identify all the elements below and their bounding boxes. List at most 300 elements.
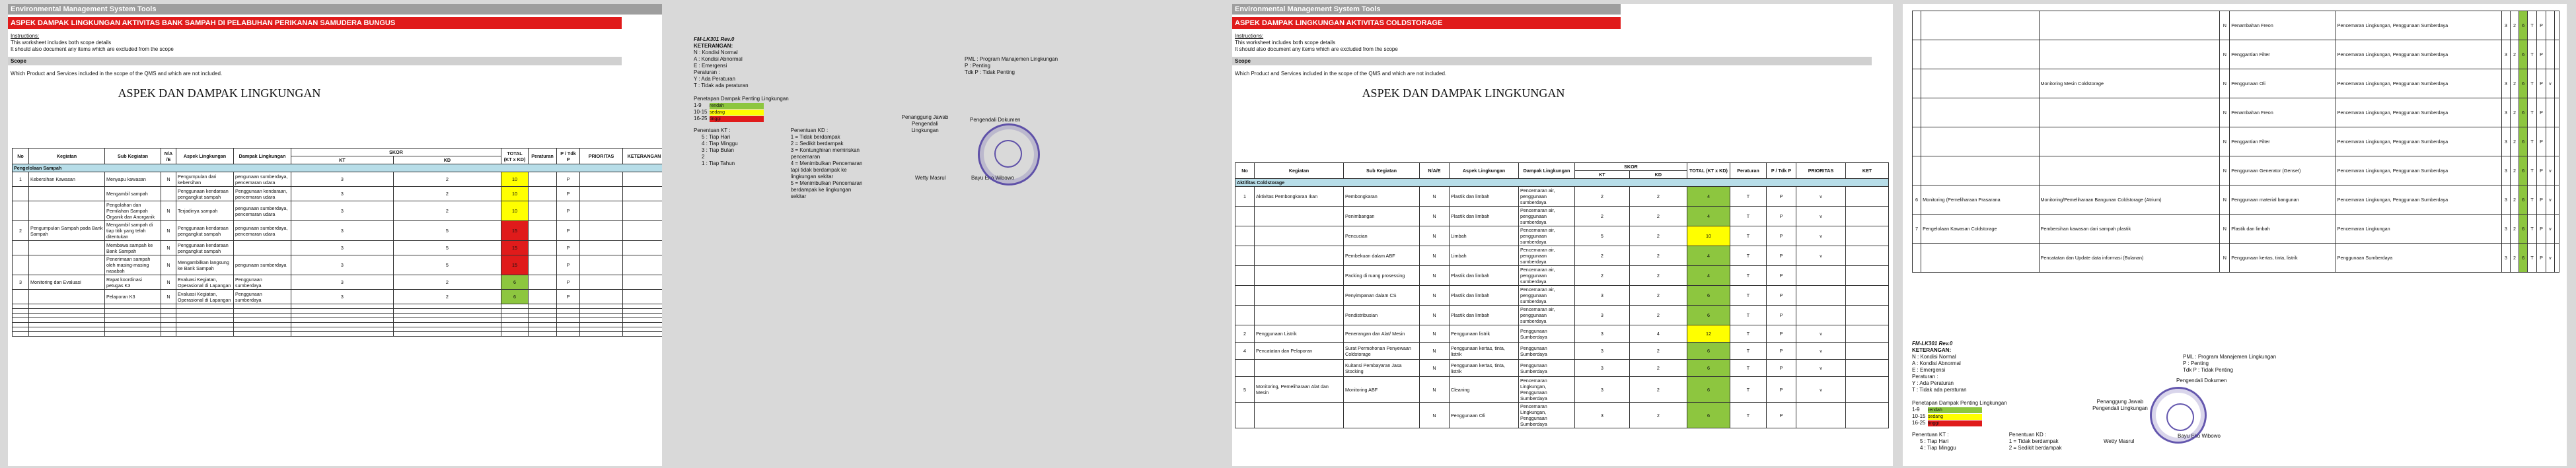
cell-tot: 15: [501, 241, 529, 255]
cell-aspek: Limbah: [1450, 246, 1519, 266]
scope-heading: Scope: [1232, 57, 1872, 65]
cell-pr: [580, 201, 623, 221]
kt-heading: Penentuan KT :: [1912, 432, 1949, 438]
cell-reg: T: [1730, 266, 1767, 286]
cell-reg: T: [1730, 286, 1767, 306]
empty-cell: [501, 318, 529, 323]
empty-cell: [234, 304, 291, 309]
cell-no: 7: [1913, 215, 1921, 244]
cell-p: P: [2536, 11, 2546, 40]
cell-ket: [1846, 325, 1889, 343]
cell-kt: 3: [291, 255, 394, 275]
empty-cell: [580, 318, 623, 323]
cell-kd: 2: [1629, 286, 1687, 306]
empty-cell: [13, 323, 29, 327]
pd-name: Bayu Eko Wibowo: [2178, 433, 2221, 439]
level-range: 1-9: [1912, 407, 1920, 413]
cell-reg: T: [1730, 306, 1767, 325]
cell-keg: [1255, 360, 1344, 377]
empty-cell: [29, 314, 105, 318]
table-row: [1235, 377, 1889, 403]
empty-cell: [393, 332, 501, 337]
cell-p: P: [557, 187, 580, 201]
empty-row: [13, 314, 663, 318]
cell-dampak: Pencemaran air, penggunaan sumberdaya: [1519, 187, 1575, 207]
cell-sub: Pembersihan kawasan dari sampah plastik: [2039, 215, 2220, 244]
legend-item: P : Penting: [965, 63, 990, 69]
col-header: Aspek Lingkungan: [1450, 163, 1519, 179]
cell-dampak: Pencemaran air, penggunaan sumberdaya: [1519, 207, 1575, 226]
cell-sub: [2039, 127, 2220, 156]
cell-kd: 2: [393, 275, 501, 290]
kd-heading: Penentuan KD :: [790, 127, 828, 133]
empty-cell: [105, 332, 161, 337]
kt-item: 2: [702, 154, 705, 160]
cell-ket: [2554, 215, 2559, 244]
cell-aspek: Mengambilkan langsung ke Bank Sampah: [176, 255, 234, 275]
cell-sub: Penerangan dan Alat/ Mesin: [1344, 325, 1420, 343]
empty-cell: [234, 327, 291, 332]
cell-no: 2: [13, 221, 29, 241]
cell-sub: Pelaporan K3: [105, 290, 161, 304]
kd-item: 5 = Menimbulkan Pencemaran berdampak ke lingkungan sekitar: [790, 180, 863, 199]
legend-item: Peraturan :: [1912, 374, 1938, 380]
empty-row: [13, 332, 663, 337]
cell-n: N: [1420, 403, 1450, 428]
cell-ket: [1846, 246, 1889, 266]
cell-pr: v: [2546, 185, 2555, 215]
empty-cell: [13, 327, 29, 332]
empty-cell: [557, 332, 580, 337]
cell-reg: T: [1730, 325, 1767, 343]
cell-sub: [2039, 156, 2220, 185]
page1-legend: [694, 36, 1090, 200]
legend-item: T : Tidak ada peraturan: [1912, 387, 1967, 393]
col-header: N/A /E: [161, 149, 176, 164]
cell-pr: v: [1796, 187, 1846, 207]
cell-p: P: [557, 241, 580, 255]
cell-sub: Penerimaan sampah oleh masing-masing nasabah: [105, 255, 161, 275]
cell-kd: 2: [2510, 40, 2519, 69]
cell-dampak: pengunaan sumberdaya: [234, 255, 291, 275]
cell-ket: [1846, 226, 1889, 246]
cell-kt: 3: [1575, 403, 1630, 428]
col-header: KT: [1575, 171, 1630, 179]
cell-no: [1913, 40, 1921, 69]
cell-pr: v: [1796, 325, 1846, 343]
kd-heading: Penentuan KD :: [2008, 432, 2047, 438]
cell-sub: Mengambil sampah di tiap titik yang telah ditentukan: [105, 221, 161, 241]
cell-no: [1235, 266, 1255, 286]
cell-kt: 3: [291, 187, 394, 201]
cell-tot: 6: [2519, 127, 2528, 156]
cell-p: P: [557, 255, 580, 275]
cell-dampak: pengunaan sumberdaya, pencemaran udara: [234, 201, 291, 221]
col-header: Dampak Lingkungan: [234, 149, 291, 164]
legend-item: E : Emergensi: [1912, 367, 1946, 373]
section-row: Pengelolaan Sampah: [13, 164, 663, 172]
cell-keg: [1921, 244, 2039, 273]
table-row: [1235, 306, 1889, 325]
cell-kt: 5: [1575, 226, 1630, 246]
legend-item: N : Kondisi Normal: [694, 50, 738, 55]
main-title: ASPEK DAN DAMPAK LINGKUNGAN: [1362, 86, 1565, 100]
cell-p: P: [1767, 286, 1796, 306]
cell-aspek: Penggunaan kendaraan pengangkut sampah: [176, 241, 234, 255]
cell-dampak: Pencemaran Lingkungan, Penggunaan Sumberdaya: [2336, 127, 2501, 156]
cell-dampak: Pencemaran Lingkungan, Penggunaan Sumberdaya: [2336, 11, 2501, 40]
cell-reg: [529, 290, 557, 304]
empty-cell: [529, 332, 557, 337]
cell-sub: Kuitansi Pembayaran Jasa Stocking: [1344, 360, 1420, 377]
cell-n: N: [2220, 40, 2230, 69]
cell-tot: 12: [1687, 325, 1730, 343]
cell-sub: Penyimpanan dalam CS: [1344, 286, 1420, 306]
cell-tot: 6: [2519, 185, 2528, 215]
instruction-line: This worksheet includes both scope details: [1235, 40, 1336, 46]
empty-cell: [13, 318, 29, 323]
cell-p: P: [2536, 98, 2546, 127]
cell-kd: 2: [1629, 306, 1687, 325]
cell-reg: [529, 221, 557, 241]
empty-cell: [161, 318, 176, 323]
cell-p: P: [2536, 185, 2546, 215]
cell-tot: 15: [501, 221, 529, 241]
cell-no: [13, 255, 29, 275]
empty-row: [13, 309, 663, 314]
cell-n: N: [1420, 325, 1450, 343]
cell-kt: 3: [291, 241, 394, 255]
section-row: Aktifitas Coldstorage: [1235, 179, 1889, 187]
cell-no: [1913, 98, 1921, 127]
cell-keg: [1255, 286, 1344, 306]
level-row: [1912, 420, 2507, 426]
cell-kd: 2: [1629, 266, 1687, 286]
cell-tot: 10: [501, 187, 529, 201]
cell-n: N: [1420, 343, 1450, 360]
legend-heading: KETERANGAN:: [1912, 347, 1952, 353]
col-header: TOTAL (KT x KD): [501, 149, 529, 164]
cell-pr: v: [2546, 69, 2555, 98]
empty-cell: [580, 314, 623, 318]
table-row: [13, 241, 663, 255]
system-header: Environmental Management System Tools: [8, 4, 662, 15]
level-range: 1-9: [694, 102, 702, 108]
empty-cell: [529, 314, 557, 318]
table-row: [1913, 98, 2559, 127]
table-row: [1235, 187, 1889, 207]
kd-item: 1 = Tidak berdampak: [790, 134, 840, 140]
cell-keg: Penggunaan Listrik: [1255, 325, 1344, 343]
cell-reg: T: [2528, 40, 2537, 69]
empty-cell: [393, 304, 501, 309]
kd-item: 2 = Sedikit berdampak: [2008, 445, 2062, 451]
col-header: N/A/E: [1420, 163, 1450, 179]
empty-row: [13, 304, 663, 309]
cell-tot: 6: [1687, 306, 1730, 325]
cell-reg: T: [1730, 377, 1767, 403]
cell-keg: Kebersihan Kawasan: [29, 172, 105, 187]
cell-reg: T: [2528, 244, 2537, 273]
empty-cell: [161, 332, 176, 337]
cell-ket: [623, 255, 663, 275]
cell-dampak: pengunaan sumberdaya, pencemaran udara: [234, 172, 291, 187]
table-row: [13, 201, 663, 221]
cell-aspek: Pengumpulan dari kebersihan: [176, 172, 234, 187]
cell-kd: 5: [393, 241, 501, 255]
empty-cell: [580, 304, 623, 309]
cell-no: [1913, 11, 1921, 40]
table-row: [13, 221, 663, 241]
cell-n: [161, 187, 176, 201]
empty-cell: [161, 314, 176, 318]
empty-cell: [13, 309, 29, 314]
empty-cell: [176, 314, 234, 318]
table-row: [1235, 226, 1889, 246]
table-row: [1235, 360, 1889, 377]
level-label: rendah: [710, 103, 764, 109]
cell-kd: 2: [2510, 156, 2519, 185]
cell-kd: 2: [393, 201, 501, 221]
col-header: KET: [1846, 163, 1889, 179]
aspect-table: [12, 148, 662, 337]
cell-dampak: Pencemaran Lingkungan, Penggunaan Sumberdaya: [2336, 69, 2501, 98]
cell-keg: [29, 255, 105, 275]
cell-dampak: Pencemaran Lingkungan, Penggunaan Sumberdaya: [2336, 185, 2501, 215]
col-header: SKOR: [291, 149, 501, 156]
empty-cell: [161, 304, 176, 309]
empty-cell: [13, 304, 29, 309]
cell-no: 5: [1235, 377, 1255, 403]
legend-item: P : Penting: [2183, 360, 2209, 366]
cell-pr: v: [2546, 156, 2555, 185]
cell-keg: [1255, 306, 1344, 325]
cell-n: N: [2220, 98, 2230, 127]
cell-dampak: pengunaan sumberdaya, pencemaran udara: [234, 221, 291, 241]
kd-item: 3 = Kontunghiran memiriskan pencemaran: [790, 147, 860, 160]
form-code: FM-LK301 Rev.0: [1912, 341, 1953, 347]
cell-kt: 3: [2501, 185, 2510, 215]
cell-aspek: Plastik dan limbah: [1450, 187, 1519, 207]
empty-row: [13, 327, 663, 332]
cell-kt: 3: [1575, 360, 1630, 377]
table-row: [13, 187, 663, 201]
cell-no: [1235, 207, 1255, 226]
cell-reg: [529, 201, 557, 221]
cell-kd: 2: [2510, 244, 2519, 273]
cell-sub: Mengambil sampah: [105, 187, 161, 201]
cell-sub: Pengolahan dan Pemilahan Sampah Organik dan Anorganik: [105, 201, 161, 221]
cell-aspek: Penggunaan Oli: [2230, 69, 2336, 98]
cell-pr: [1796, 403, 1846, 428]
cell-no: [1913, 127, 1921, 156]
empty-cell: [501, 332, 529, 337]
cell-kd: 2: [1629, 207, 1687, 226]
cell-kt: 3: [291, 172, 394, 187]
cell-kd: 2: [393, 290, 501, 304]
cell-no: [13, 290, 29, 304]
cell-ket: [1846, 377, 1889, 403]
penetapan-heading: Penetapan Dampak Penting Lingkungan: [694, 96, 789, 102]
cell-dampak: Penggunaan kendaraan, pencemaran udara: [234, 187, 291, 201]
col-header: Dampak Lingkungan: [1519, 163, 1575, 179]
cell-kt: 3: [2501, 215, 2510, 244]
empty-cell: [291, 327, 394, 332]
cell-sub: [1344, 403, 1420, 428]
cell-kt: 3: [1575, 377, 1630, 403]
cell-reg: T: [1730, 360, 1767, 377]
cell-keg: [1255, 207, 1344, 226]
cell-tot: 6: [2519, 40, 2528, 69]
legend-item: Y : Ada Peraturan: [1912, 380, 1954, 386]
empty-cell: [393, 318, 501, 323]
col-header: Aspek Lingkungan: [176, 149, 234, 164]
cell-kd: 2: [1629, 360, 1687, 377]
cell-tot: 6: [501, 275, 529, 290]
pd-label: Pengendali Dokumen: [970, 117, 1021, 123]
cell-no: 2: [1235, 325, 1255, 343]
level-row: [694, 109, 1090, 116]
cell-pr: [1796, 306, 1846, 325]
legend-item: Tdk P : Tidak Penting: [2183, 367, 2233, 373]
cell-keg: Monitoring dan Evaluasi: [29, 275, 105, 290]
table-row: [1913, 127, 2559, 156]
cell-p: P: [1767, 187, 1796, 207]
cell-pr: v: [1796, 343, 1846, 360]
cell-n: N: [2220, 244, 2230, 273]
empty-cell: [105, 327, 161, 332]
cell-ket: [2554, 11, 2559, 40]
level-label: sedang: [710, 110, 764, 116]
cell-keg: [1255, 266, 1344, 286]
form-code: FM-LK301 Rev.0: [694, 36, 735, 42]
cell-reg: T: [2528, 69, 2537, 98]
cell-aspek: Penggunaan kertas, tinta, listrik: [1450, 343, 1519, 360]
cell-pr: [2546, 127, 2555, 156]
cell-kd: 5: [393, 221, 501, 241]
cell-kd: 2: [1629, 187, 1687, 207]
cell-reg: T: [2528, 98, 2537, 127]
empty-cell: [161, 327, 176, 332]
kd-item: 4 = Menimbulkan Pencemaran tapi tidak berdampak ke lingkungan sekitar: [790, 160, 863, 180]
instruction-line: This worksheet includes both scope details: [11, 40, 112, 46]
cell-pr: v: [2546, 215, 2555, 244]
empty-cell: [623, 314, 663, 318]
cell-keg: [29, 201, 105, 221]
cell-sub: Penimbangan: [1344, 207, 1420, 226]
table-row: [13, 255, 663, 275]
cell-keg: [29, 290, 105, 304]
empty-cell: [176, 304, 234, 309]
empty-cell: [623, 323, 663, 327]
empty-cell: [393, 309, 501, 314]
empty-cell: [393, 314, 501, 318]
cell-p: P: [1767, 343, 1796, 360]
cell-keg: [1921, 40, 2039, 69]
cell-tot: 10: [1687, 226, 1730, 246]
cell-p: P: [557, 275, 580, 290]
kt-item: 4 : Tiap Minggu: [1920, 445, 1956, 451]
cell-tot: 6: [1687, 343, 1730, 360]
level-label: tinggi: [1928, 420, 1982, 426]
table-row: [1913, 156, 2559, 185]
cell-n: N: [1420, 207, 1450, 226]
cell-aspek: Penggunaan listrik: [1450, 325, 1519, 343]
empty-cell: [529, 304, 557, 309]
cell-ket: [623, 172, 663, 187]
empty-cell: [557, 309, 580, 314]
cell-pr: [2546, 40, 2555, 69]
level-row: [694, 102, 1090, 109]
cell-sub: [2039, 98, 2220, 127]
cell-aspek: Limbah: [1450, 226, 1519, 246]
cell-sub: Pembongkaran: [1344, 187, 1420, 207]
cell-n: N: [2220, 185, 2230, 215]
kt-item: 5 : Tiap Hari: [1920, 438, 1949, 444]
scope-heading: Scope: [8, 57, 622, 65]
cell-p: P: [557, 201, 580, 221]
level-range: 16-25: [694, 116, 708, 121]
cell-n: N: [1420, 360, 1450, 377]
cell-aspek: Cleaning: [1450, 377, 1519, 403]
table-row: [1235, 286, 1889, 306]
table-row: [1235, 246, 1889, 266]
penetapan-heading: Penetapan Dampak Penting Lingkungan: [1912, 400, 2007, 406]
cell-aspek: Penggantian Filter: [2230, 127, 2336, 156]
cell-ket: [1846, 306, 1889, 325]
cell-n: N: [2220, 215, 2230, 244]
empty-cell: [105, 323, 161, 327]
cell-keg: [1921, 127, 2039, 156]
cell-keg: [1921, 11, 2039, 40]
empty-cell: [29, 304, 105, 309]
cell-sub: Monitoring ABF: [1344, 377, 1420, 403]
cell-aspek: Penggunaan kertas, tinta, listrik: [2230, 244, 2336, 273]
cell-p: P: [557, 221, 580, 241]
cell-kt: 2: [1575, 187, 1630, 207]
legend-heading: KETERANGAN:: [694, 43, 733, 49]
cell-ket: [2554, 244, 2559, 273]
empty-cell: [623, 318, 663, 323]
level-label: tinggi: [710, 116, 764, 122]
instruction-line: It should also document any items which are excluded from the scope: [1235, 46, 1398, 52]
cell-keg: Pengelolaan Kawasan Coldstorage: [1921, 215, 2039, 244]
page-bank-sampah: [8, 4, 662, 466]
cell-kt: 3: [291, 221, 394, 241]
col-header: PRIORITAS: [1796, 163, 1846, 179]
empty-cell: [234, 309, 291, 314]
cell-aspek: Plastik dan limbah: [1450, 286, 1519, 306]
aspect-table-continued: [1912, 11, 2559, 273]
cell-keg: Monitoring, Pemeliharaan Alat dan Mesin: [1255, 377, 1344, 403]
sheet-title: ASPEK DAMPAK LINGKUNGAN AKTIVITAS BANK SAMPAH DI PELABUHAN PERIKANAN SAMUDERA BUNGUS: [8, 17, 622, 29]
cell-sub: Surat Permohonan Penyewaan Coldstorage: [1344, 343, 1420, 360]
cell-pr: v: [1796, 246, 1846, 266]
cell-reg: T: [1730, 246, 1767, 266]
level-range: 10-15: [1912, 413, 1926, 419]
pj-label: Penanggung Jawab Pengendali Lingkungan: [2092, 399, 2148, 411]
table-row: [1913, 185, 2559, 215]
legend-item: A : Kondisi Abnormal: [694, 56, 743, 62]
cell-kt: 3: [2501, 69, 2510, 98]
empty-cell: [291, 323, 394, 327]
cell-kt: 3: [291, 275, 394, 290]
cell-no: [1235, 246, 1255, 266]
cell-ket: [1846, 343, 1889, 360]
empty-cell: [291, 332, 394, 337]
cell-kd: 2: [2510, 98, 2519, 127]
empty-cell: [105, 314, 161, 318]
